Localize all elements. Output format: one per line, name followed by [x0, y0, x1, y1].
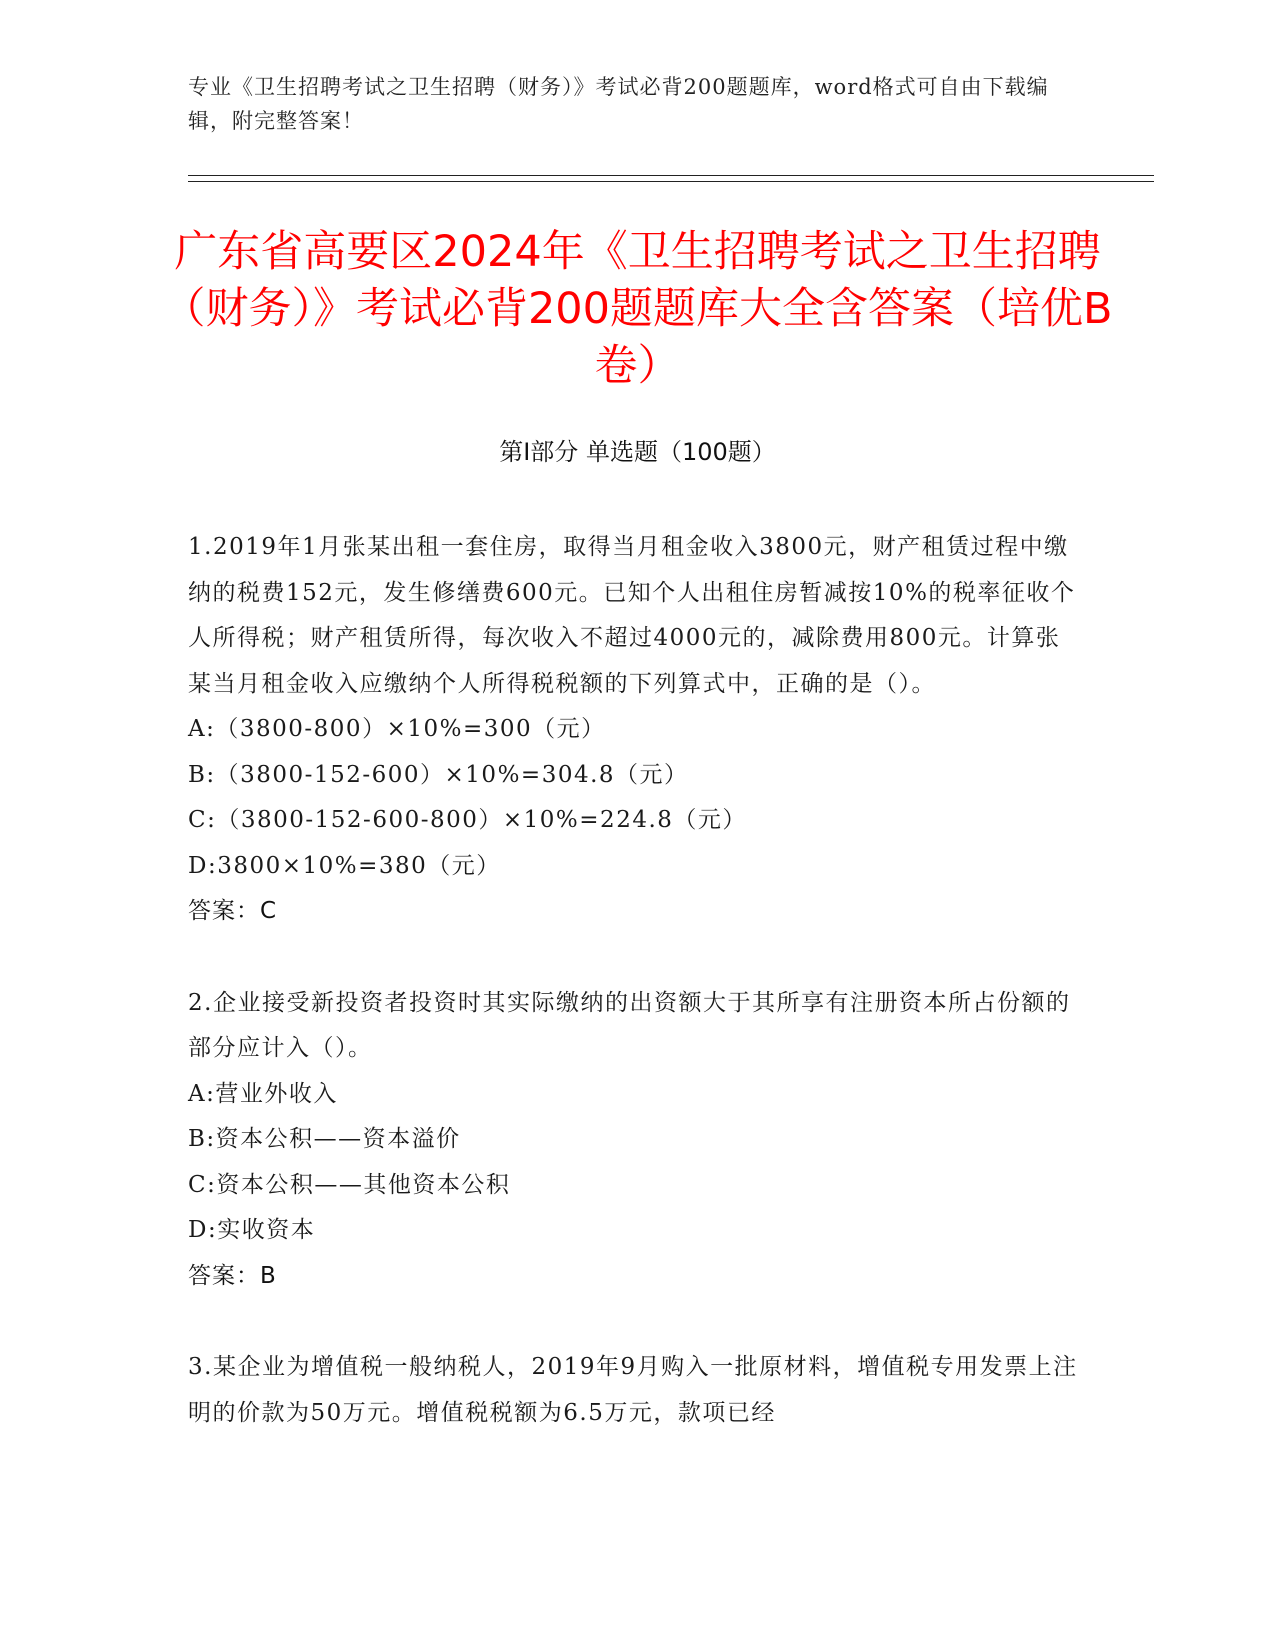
question-stem: 2.企业接受新投资者投资时其实际缴纳的出资额大于其所享有注册资本所占份额的部分应计入（）。 — [188, 989, 1071, 1061]
header-divider-bottom — [188, 181, 1154, 182]
question-1 — [188, 525, 1078, 935]
option-d: D:3800×10%=380（元） — [188, 852, 501, 879]
answer-line: 答案：C — [188, 898, 278, 924]
header-note: 专业《卫生招聘考试之卫生招聘（财务）》考试必背200题题库，word格式可自由下载编辑，附完整答案！ — [188, 75, 1049, 133]
question-2 — [188, 981, 1078, 1300]
option-b: B:（3800-152-600）×10%=304.8（元） — [188, 761, 689, 788]
question-stem: 1.2019年1月张某出租一套住房，取得当月租金收入3800元，财产租赁过程中缴纳的税费152元，发生修缮费600元。已知个人出租住房暂减按10%的税率征收个人所得税；财产租赁所得，每次收入不超过4000元的，减除费用800元。计算张某当月租金收入应缴纳个人所得税税额的下列算式中，正确的是（）。 — [188, 534, 1076, 697]
section-title: 第Ⅰ部分 单选题（100题） — [499, 438, 776, 466]
question-3 — [188, 1345, 1078, 1436]
option-c: C:（3800-152-600-800）×10%=224.8（元） — [188, 807, 747, 833]
option-b: B:资本公积——资本溢价 — [188, 1126, 461, 1152]
question-list — [188, 525, 1078, 1482]
option-a: A:（3800-800）×10%=300（元） — [188, 716, 606, 742]
answer-line: 答案：B — [188, 1262, 277, 1289]
option-d: D:实收资本 — [188, 1217, 316, 1243]
header-divider-top — [188, 175, 1154, 176]
question-stem: 3.某企业为增值税一般纳税人，2019年9月购入一批原材料，增值税专用发票上注明的价款为50万元。增值税税额为6.5万元，款项已经 — [188, 1354, 1078, 1426]
option-c: C:资本公积——其他资本公积 — [188, 1171, 511, 1198]
document-title: 广东省高要区2024年《卫生招聘考试之卫生招聘（财务）》考试必背200题题库大全含答案（培优B卷） — [162, 227, 1113, 391]
option-a: A:营业外收入 — [188, 1080, 338, 1107]
